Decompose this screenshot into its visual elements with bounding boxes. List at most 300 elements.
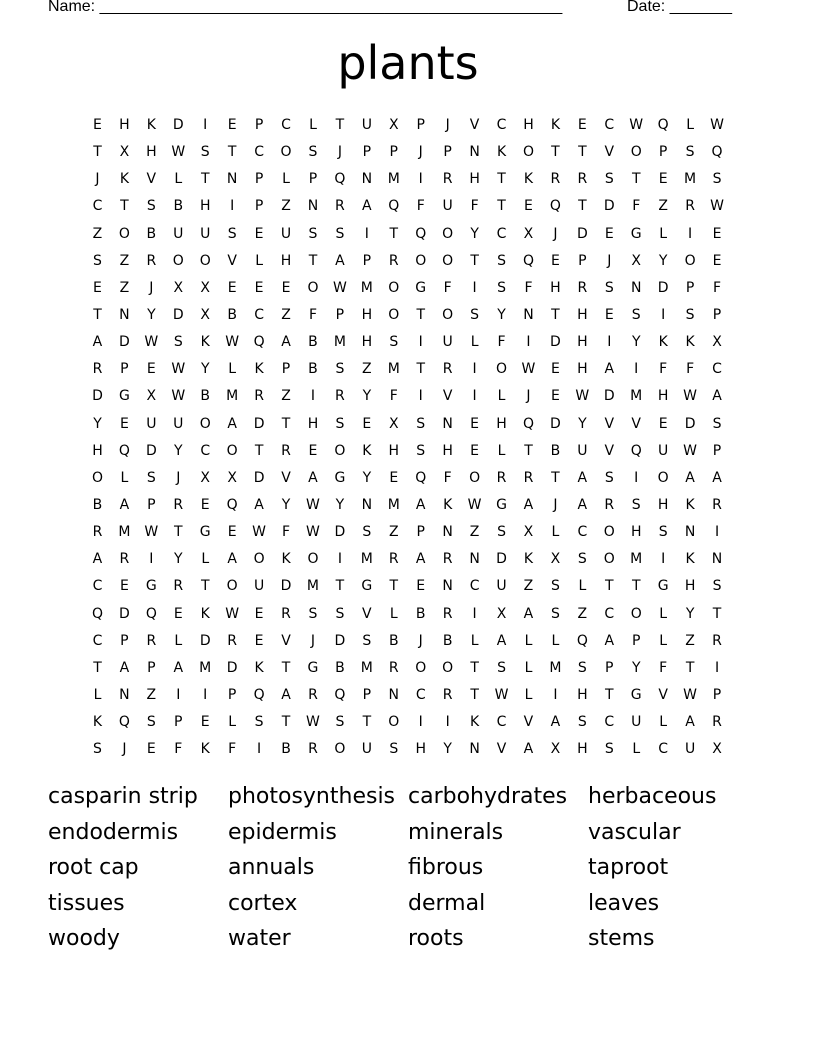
grid-letter: E <box>470 415 480 432</box>
grid-letter: I <box>230 198 235 215</box>
word-row <box>48 921 768 957</box>
grid-row <box>84 329 731 356</box>
grid-letter: T <box>281 415 291 432</box>
grid-letter: O <box>253 551 265 568</box>
grid-letter: K <box>254 659 264 676</box>
grid-letter: W <box>144 524 159 541</box>
grid-letter: F <box>174 741 183 758</box>
grid-letter: L <box>174 171 183 188</box>
grid-letter: S <box>335 605 345 622</box>
grid-letter: T <box>578 144 587 161</box>
grid-letter: P <box>362 686 372 703</box>
word-row <box>48 815 768 851</box>
grid-letter: P <box>631 632 641 649</box>
grid-letter: E <box>146 741 156 758</box>
grid-letter: R <box>173 578 184 595</box>
grid-letter: S <box>712 578 722 595</box>
grid-letter: B <box>388 632 399 649</box>
grid-letter: H <box>577 741 588 758</box>
grid-letter: Z <box>685 632 695 649</box>
grid-letter: B <box>200 388 211 405</box>
grid-letter: B <box>415 605 426 622</box>
grid-letter: C <box>200 442 211 459</box>
grid-letter: I <box>661 551 666 568</box>
grid-letter: T <box>281 714 291 731</box>
grid-letter: T <box>254 442 264 459</box>
grid-letter: G <box>145 578 157 595</box>
grid-letter: R <box>146 632 157 649</box>
grid-letter: S <box>335 714 345 731</box>
grid-letter: G <box>657 578 669 595</box>
grid-letter: H <box>361 306 373 323</box>
grid-letter: L <box>497 388 506 405</box>
grid-letter: T <box>551 144 560 161</box>
word-list-item: carbohydrates <box>408 784 568 809</box>
grid-letter: R <box>92 361 103 378</box>
grid-letter: M <box>199 659 212 676</box>
grid-letter: T <box>389 225 399 242</box>
grid-letter: Z <box>281 306 291 323</box>
grid-letter: E <box>416 578 426 595</box>
grid-letter: Z <box>92 225 103 242</box>
grid-letter: B <box>308 361 318 378</box>
grid-letter: V <box>523 714 534 731</box>
grid-letter: T <box>470 686 479 703</box>
grid-letter: U <box>361 117 372 133</box>
grid-letter: A <box>523 741 534 758</box>
grid-letter: S <box>389 334 399 351</box>
grid-letter: D <box>603 388 615 405</box>
grid-row <box>84 112 731 139</box>
grid-letter: A <box>92 551 103 568</box>
grid-letter: V <box>658 686 668 703</box>
grid-letter: P <box>712 306 722 323</box>
grid-letter: L <box>578 578 587 595</box>
grid-letter: S <box>685 144 695 161</box>
word-list-item: vascular <box>588 819 681 845</box>
grid-letter: J <box>418 144 423 161</box>
word-row <box>48 850 768 886</box>
grid-letter: A <box>604 361 615 378</box>
grid-letter: W <box>225 605 240 622</box>
grid-letter: E <box>712 225 722 242</box>
grid-letter: K <box>523 551 534 568</box>
grid-letter: H <box>442 442 453 459</box>
grid-letter: E <box>604 306 614 323</box>
grid-letter: N <box>361 496 373 513</box>
grid-letter: C <box>254 144 264 161</box>
grid-letter: B <box>442 632 453 649</box>
grid-letter: Y <box>147 306 156 323</box>
grid-row <box>84 438 731 465</box>
grid-letter: A <box>119 659 130 676</box>
grid-letter: Y <box>685 605 695 622</box>
grid-letter: T <box>416 361 425 378</box>
grid-letter: W <box>171 144 186 161</box>
grid-letter: L <box>228 714 237 731</box>
grid-letter: H <box>307 415 319 432</box>
grid-letter: M <box>226 388 239 405</box>
grid-letter: A <box>254 496 264 513</box>
grid-letter: K <box>685 334 695 351</box>
grid-letter: O <box>334 741 346 758</box>
grid-letter: L <box>659 225 668 242</box>
grid-letter: R <box>442 171 453 188</box>
grid-letter: P <box>254 171 264 188</box>
grid-letter: V <box>631 415 641 432</box>
grid-letter: A <box>227 551 237 568</box>
grid-letter: U <box>577 442 588 459</box>
grid-letter: L <box>309 117 317 133</box>
grid-letter: H <box>577 306 588 323</box>
grid-letter: Y <box>174 551 183 568</box>
grid-letter: H <box>523 117 534 133</box>
grid-letter: W <box>306 496 320 513</box>
grid-letter: S <box>146 198 156 215</box>
grid-letter: D <box>550 415 561 432</box>
grid-letter: Y <box>200 361 210 378</box>
grid-letter: E <box>227 524 237 541</box>
grid-letter: R <box>281 605 291 622</box>
grid-letter: C <box>92 632 103 649</box>
grid-letter: V <box>442 388 453 405</box>
grid-letter: I <box>203 117 208 133</box>
grid-letter: T <box>524 442 533 459</box>
grid-letter: I <box>418 171 423 188</box>
grid-letter: P <box>362 144 372 161</box>
grid-letter: L <box>497 442 506 459</box>
grid-letter: L <box>470 632 479 649</box>
grid-letter: K <box>254 361 264 378</box>
grid-letter: S <box>308 605 318 622</box>
grid-letter: X <box>550 741 561 758</box>
grid-letter: O <box>334 442 346 459</box>
grid-letter: Q <box>415 225 427 242</box>
grid-letter: F <box>282 524 291 541</box>
grid-letter: E <box>712 252 722 269</box>
grid-letter: E <box>281 279 291 296</box>
grid-letter: K <box>281 551 291 568</box>
grid-letter: G <box>118 388 130 405</box>
grid-letter: V <box>227 252 237 269</box>
grid-letter: J <box>445 117 450 133</box>
grid-letter: S <box>577 551 587 568</box>
grid-letter: L <box>201 551 210 568</box>
word-list-item: tissues <box>48 890 125 916</box>
grid-letter: H <box>199 198 211 215</box>
grid-letter: O <box>199 252 211 269</box>
grid-letter: Y <box>281 496 291 513</box>
grid-letter: O <box>388 714 400 731</box>
grid-letter: A <box>92 334 103 351</box>
grid-letter: N <box>711 551 723 568</box>
word-list-item: casparin strip <box>48 784 198 809</box>
grid-letter: F <box>659 659 668 676</box>
grid-letter: P <box>147 496 156 513</box>
grid-letter: P <box>120 361 129 378</box>
grid-letter: W <box>306 714 320 731</box>
grid-letter: O <box>442 225 454 242</box>
grid-letter: O <box>172 252 184 269</box>
grid-letter: D <box>280 578 292 595</box>
grid-letter: P <box>658 144 668 161</box>
grid-letter: R <box>254 388 264 405</box>
grid-letter: T <box>389 578 399 595</box>
grid-letter: W <box>683 388 698 405</box>
grid-letter: D <box>172 117 184 133</box>
grid-row <box>84 139 731 166</box>
grid-letter: T <box>605 578 614 595</box>
grid-letter: E <box>119 415 129 432</box>
grid-letter: A <box>281 334 291 351</box>
grid-letter: Z <box>469 524 480 541</box>
grid-letter: U <box>684 741 696 758</box>
grid-letter: O <box>522 144 534 161</box>
grid-letter: D <box>603 198 615 215</box>
grid-letter: R <box>173 496 184 513</box>
word-list-item: endodermis <box>48 819 179 845</box>
grid-letter: R <box>388 659 399 676</box>
grid-letter: V <box>469 117 480 133</box>
grid-letter: V <box>604 415 615 432</box>
grid-letter: N <box>361 171 373 188</box>
grid-letter: T <box>281 659 291 676</box>
grid-letter: N <box>630 279 642 296</box>
grid-letter: O <box>307 551 319 568</box>
grid-letter: A <box>119 496 130 513</box>
grid-letter: V <box>604 442 615 459</box>
grid-letter: X <box>227 469 237 486</box>
grid-letter: X <box>523 225 534 242</box>
grid-letter: P <box>254 198 264 215</box>
grid-letter: O <box>388 279 400 296</box>
grid-letter: Q <box>549 198 561 215</box>
grid-letter: H <box>657 388 669 405</box>
word-list-item: woody <box>48 926 120 951</box>
grid-letter: D <box>119 334 130 351</box>
grid-letter: Q <box>576 632 588 649</box>
grid-letter: Q <box>334 171 346 188</box>
grid-letter: S <box>146 714 156 731</box>
word-list-item: water <box>228 926 291 951</box>
grid-letter: S <box>416 442 426 459</box>
grid-letter: D <box>576 225 588 242</box>
grid-letter: I <box>661 306 666 323</box>
grid-letter: L <box>174 632 183 649</box>
grid-letter: P <box>147 659 156 676</box>
grid-letter: C <box>658 741 669 758</box>
grid-letter: E <box>362 415 372 432</box>
grid-letter: F <box>497 334 506 351</box>
grid-letter: N <box>226 171 238 188</box>
grid-letter: A <box>550 714 561 731</box>
grid-letter: A <box>227 415 237 432</box>
grid-letter: X <box>496 605 507 622</box>
grid-letter: P <box>120 632 129 649</box>
grid-letter: O <box>307 279 319 296</box>
grid-letter: C <box>604 605 615 622</box>
grid-letter: L <box>686 117 694 133</box>
grid-letter: X <box>119 144 130 161</box>
grid-letter: D <box>253 415 265 432</box>
grid-letter: P <box>605 659 614 676</box>
grid-letter: W <box>225 334 240 351</box>
grid-row <box>84 193 731 220</box>
grid-letter: T <box>200 171 210 188</box>
grid-letter: R <box>227 632 238 649</box>
grid-letter: T <box>93 306 102 323</box>
grid-letter: K <box>200 334 210 351</box>
grid-letter: F <box>470 198 479 215</box>
grid-letter: Y <box>362 388 372 405</box>
grid-letter: K <box>362 442 372 459</box>
grid-letter: R <box>281 442 291 459</box>
grid-row <box>84 221 731 248</box>
word-list <box>48 779 768 957</box>
grid-letter: R <box>442 605 453 622</box>
grid-letter: D <box>334 524 346 541</box>
grid-letter: M <box>387 361 400 378</box>
grid-letter: C <box>577 524 588 541</box>
grid-letter: O <box>442 306 454 323</box>
grid-row <box>84 465 731 492</box>
grid-letter: C <box>496 714 507 731</box>
word-row <box>48 886 768 922</box>
grid-letter: U <box>200 225 211 242</box>
grid-letter: J <box>176 469 181 486</box>
grid-letter: G <box>496 496 507 513</box>
grid-letter: R <box>119 551 130 568</box>
grid-letter: R <box>604 496 615 513</box>
grid-row <box>84 736 731 763</box>
grid-letter: M <box>360 551 373 568</box>
grid-letter: N <box>442 524 453 541</box>
grid-row <box>84 519 731 546</box>
grid-letter: E <box>173 605 183 622</box>
grid-letter: A <box>712 469 722 486</box>
word-list-item: epidermis <box>228 819 337 845</box>
grid-letter: X <box>550 551 561 568</box>
grid-letter: L <box>524 632 533 649</box>
grid-letter: S <box>416 415 426 432</box>
grid-letter: A <box>712 388 722 405</box>
grid-letter: P <box>443 144 452 161</box>
grid-letter: N <box>307 198 319 215</box>
grid-letter: L <box>632 741 641 758</box>
grid-letter: Q <box>226 496 238 513</box>
grid-letter: R <box>550 171 561 188</box>
grid-letter: W <box>494 686 509 703</box>
grid-letter: C <box>415 686 426 703</box>
grid-letter: H <box>146 144 157 161</box>
grid-letter: R <box>308 686 318 703</box>
grid-letter: A <box>577 496 588 513</box>
worksheet-header <box>48 0 748 20</box>
word-list-item: minerals <box>408 819 504 845</box>
grid-letter: W <box>710 198 724 215</box>
grid-letter: H <box>630 524 642 541</box>
grid-letter: S <box>631 306 641 323</box>
grid-letter: A <box>604 632 615 649</box>
grid-letter: I <box>418 334 423 351</box>
grid-letter: V <box>362 605 372 622</box>
grid-letter: K <box>443 496 453 513</box>
grid-letter: N <box>469 551 480 568</box>
grid-letter: S <box>335 225 345 242</box>
grid-letter: W <box>683 686 698 703</box>
grid-row <box>84 601 731 628</box>
grid-row <box>84 682 731 709</box>
grid-letter: N <box>119 306 130 323</box>
grid-letter: T <box>120 198 129 215</box>
grid-letter: U <box>173 415 184 432</box>
grid-letter: J <box>607 252 612 269</box>
grid-letter: U <box>496 578 507 595</box>
grid-letter: I <box>310 388 316 405</box>
grid-letter: E <box>119 578 129 595</box>
grid-letter: Z <box>523 578 534 595</box>
grid-letter: G <box>630 686 642 703</box>
word-row <box>48 779 768 815</box>
grid-letter: X <box>200 279 211 296</box>
grid-letter: E <box>254 632 264 649</box>
grid-letter: S <box>362 524 372 541</box>
grid-letter: B <box>281 741 291 758</box>
grid-letter: F <box>713 279 722 296</box>
grid-letter: X <box>200 306 211 323</box>
grid-letter: Q <box>253 334 265 351</box>
grid-letter: S <box>308 144 318 161</box>
grid-letter: Z <box>281 388 291 405</box>
grid-letter: O <box>657 469 669 486</box>
grid-letter: G <box>334 469 346 486</box>
grid-letter: S <box>604 171 614 188</box>
grid-letter: I <box>418 388 423 405</box>
grid-letter: T <box>578 198 587 215</box>
grid-letter: G <box>199 524 211 541</box>
grid-letter: F <box>443 279 452 296</box>
grid-letter: A <box>523 605 534 622</box>
grid-row <box>84 302 731 329</box>
grid-letter: H <box>388 442 400 459</box>
grid-letter: G <box>307 659 319 676</box>
grid-letter: O <box>496 361 508 378</box>
grid-letter: T <box>497 198 506 215</box>
grid-letter: K <box>685 496 695 513</box>
grid-letter: R <box>388 252 399 269</box>
grid-letter: Q <box>657 117 669 133</box>
grid-letter: O <box>603 551 615 568</box>
grid-letter: L <box>470 334 479 351</box>
grid-letter: R <box>335 198 345 215</box>
grid-letter: D <box>92 388 103 405</box>
grid-letter: H <box>577 361 588 378</box>
grid-letter: V <box>604 144 615 161</box>
grid-letter: T <box>308 252 318 269</box>
grid-letter: D <box>334 632 346 649</box>
grid-letter: Q <box>91 605 103 622</box>
grid-letter: Q <box>522 415 534 432</box>
grid-letter: T <box>497 171 506 188</box>
grid-letter: T <box>200 578 210 595</box>
grid-letter: S <box>550 578 560 595</box>
grid-letter: Y <box>631 334 641 351</box>
grid-letter: H <box>577 334 588 351</box>
grid-letter: O <box>442 252 454 269</box>
grid-letter: O <box>118 225 130 242</box>
grid-letter: S <box>604 279 614 296</box>
grid-letter: W <box>332 279 347 296</box>
